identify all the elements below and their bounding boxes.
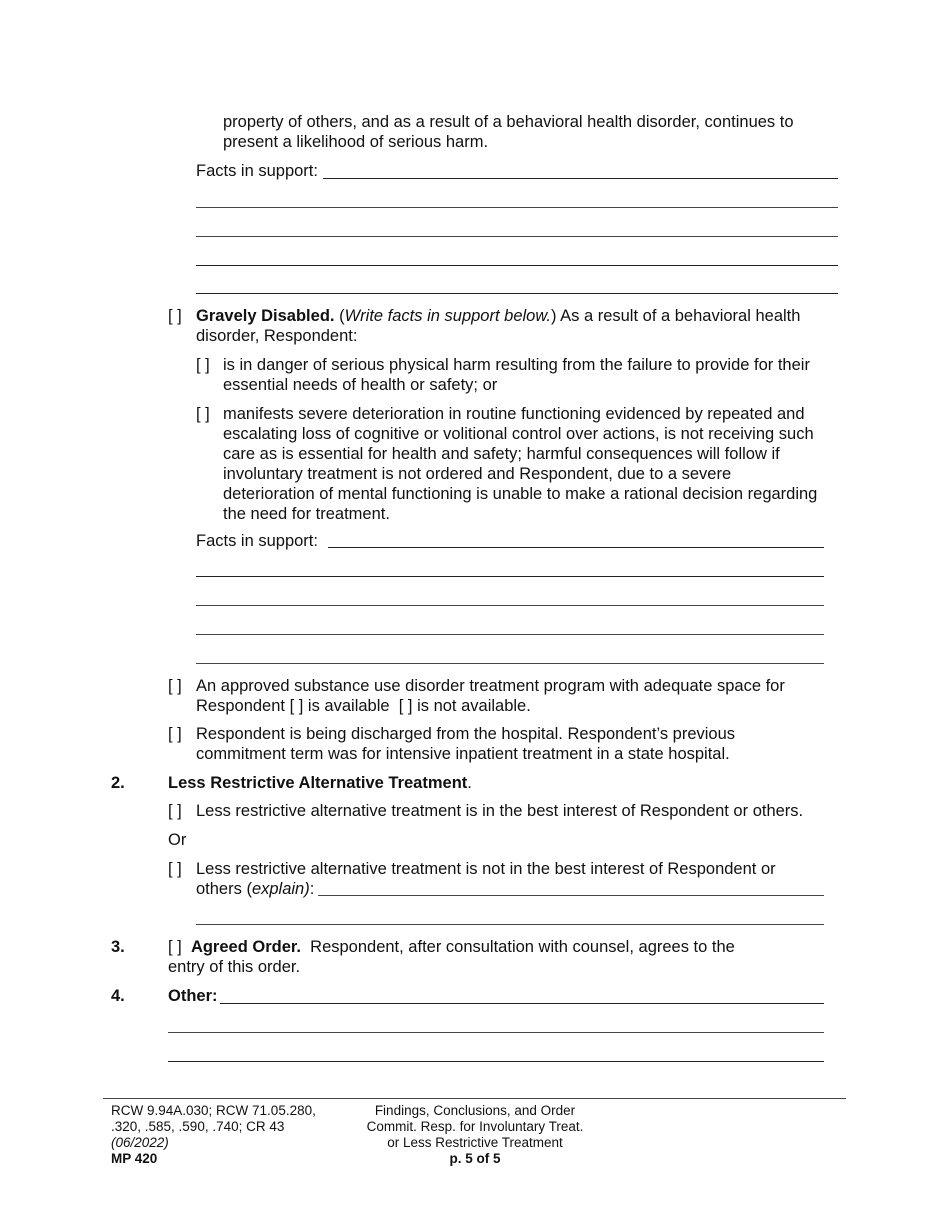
section-2-number: 2. <box>111 774 125 792</box>
discharge-line2: commitment term was for intensive inpatient treatment in a state hospital. <box>196 745 730 763</box>
lra-best-interest-checkbox[interactable]: [ ] <box>168 802 182 820</box>
other-line-1[interactable] <box>220 1003 824 1004</box>
other-line-2[interactable] <box>168 1032 824 1033</box>
option-a-checkbox[interactable]: [ ] <box>196 356 210 374</box>
agreed-order-title: Agreed Order. <box>190 938 301 956</box>
option-b-text <box>223 404 848 524</box>
gravely-disabled-paragraph <box>196 306 846 346</box>
substance-checkbox[interactable]: [ ] <box>168 677 182 695</box>
facts-1-line-5[interactable] <box>196 293 838 294</box>
facts-2-line-3[interactable] <box>196 605 824 606</box>
substance-respondent: Respondent <box>196 697 290 715</box>
option-b-checkbox[interactable]: [ ] <box>196 405 210 423</box>
facts-1-line-4[interactable] <box>196 265 838 266</box>
discharge-checkbox[interactable]: [ ] <box>168 725 182 743</box>
footer-title-2: Commit. Resp. for Involuntary Treat. <box>366 1119 584 1134</box>
option-b-line5: deterioration of mental functioning is unable to make a rational decision regarding <box>223 485 818 503</box>
agreed-order-text2: entry of this order. <box>168 958 301 976</box>
footer-date: (06/2022) <box>111 1135 169 1150</box>
facts-1-line-2[interactable] <box>196 207 838 208</box>
explain-line-2[interactable] <box>196 924 824 925</box>
not-available-label: is not available. <box>412 697 531 715</box>
facts-1-line-1[interactable] <box>323 178 838 179</box>
section-4-title: Other: <box>168 987 218 1005</box>
available-label: is available <box>303 697 399 715</box>
paren-open: ( <box>334 307 345 325</box>
option-b-line4: involuntary treatment is not ordered and Respondent, due to a severe <box>223 465 732 483</box>
lra-others: others ( <box>196 880 252 898</box>
section-2-title: Less Restrictive Alternative Treatment. <box>168 774 472 792</box>
footer-center <box>335 1103 615 1167</box>
top-paragraph <box>223 112 843 152</box>
footer-rcw-1: RCW 9.94A.030; RCW 71.05.280, <box>111 1103 316 1118</box>
facts-2-line-2[interactable] <box>196 576 824 577</box>
gravely-disabled-heading: Gravely Disabled. <box>196 307 335 325</box>
option-a-line2: essential needs of health or safety; or <box>223 376 498 394</box>
footer-form-id: MP 420 <box>111 1151 158 1166</box>
footer-rule <box>103 1098 846 1099</box>
footer-page-number: p. 5 of 5 <box>449 1151 501 1166</box>
section-4-number: 4. <box>111 987 125 1005</box>
facts-label-1: Facts in support: <box>196 162 318 180</box>
gravely-disabled-checkbox[interactable]: [ ] <box>168 307 182 325</box>
or-text: Or <box>168 831 187 849</box>
facts-2-line-5[interactable] <box>196 663 824 664</box>
agreed-order-text1: Respondent, after consultation with counsel, agrees to the <box>300 938 735 956</box>
gravely-disabled-line2: disorder, Respondent: <box>196 327 358 345</box>
footer-title-3: or Less Restrictive Treatment <box>387 1135 563 1150</box>
facts-2-line-1[interactable] <box>328 547 824 548</box>
lra-explain: explain) <box>251 880 310 898</box>
substance-text <box>196 676 846 716</box>
option-a-text <box>223 355 848 395</box>
facts-label-2: Facts in support: <box>196 532 318 550</box>
discharge-text <box>196 724 846 764</box>
footer-rcw-2: .320, .585, .590, .740; CR 43 <box>111 1119 285 1134</box>
facts-2-line-4[interactable] <box>196 634 824 635</box>
option-b-line3: care as is essential for health and safety; harmful consequences will follow if <box>223 445 780 463</box>
substance-line1: An approved substance use disorder treatment program with adequate space for <box>196 677 785 695</box>
discharge-line1: Respondent is being discharged from the hospital. Respondent’s previous <box>196 725 736 743</box>
section-3-number: 3. <box>111 938 125 956</box>
gravely-disabled-instruction: Write facts in support below. <box>344 307 551 325</box>
lra-colon: : <box>309 880 315 898</box>
section-3-text <box>168 937 828 977</box>
lra-not-best-interest-checkbox[interactable]: [ ] <box>168 860 182 878</box>
option-b-line2: escalating loss of cognitive or volitional control over actions, is not receiving such <box>223 425 814 443</box>
lra-best-interest-text: Less restrictive alternative treatment is in the best interest of Respondent or others. <box>196 802 804 820</box>
top-paragraph-line2: present a likelihood of serious harm. <box>223 133 489 151</box>
agreed-order-checkbox[interactable]: [ ] <box>168 938 182 956</box>
top-paragraph-line1: property of others, and as a result of a behavioral health disorder, continues to <box>223 113 794 131</box>
not-available-checkbox[interactable]: [ ] <box>398 697 413 715</box>
option-a-line1: is in danger of serious physical harm resulting from the failure to provide for their <box>223 356 810 374</box>
explain-line-1[interactable] <box>318 895 824 896</box>
option-b-line1: manifests severe deterioration in routine functioning evidenced by repeated and <box>223 405 805 423</box>
facts-1-line-3[interactable] <box>196 236 838 237</box>
available-checkbox[interactable]: [ ] <box>289 697 304 715</box>
lra-not-best-line1: Less restrictive alternative treatment is not in the best interest of Respondent or <box>196 860 776 878</box>
gravely-disabled-rest: ) As a result of a behavioral health <box>550 307 801 325</box>
footer-title-1: Findings, Conclusions, and Order <box>374 1103 576 1118</box>
lra-not-best-interest-text <box>196 859 846 899</box>
other-line-3[interactable] <box>168 1061 824 1062</box>
footer-left <box>111 1103 351 1167</box>
option-b-line6: the need for treatment. <box>223 505 390 523</box>
